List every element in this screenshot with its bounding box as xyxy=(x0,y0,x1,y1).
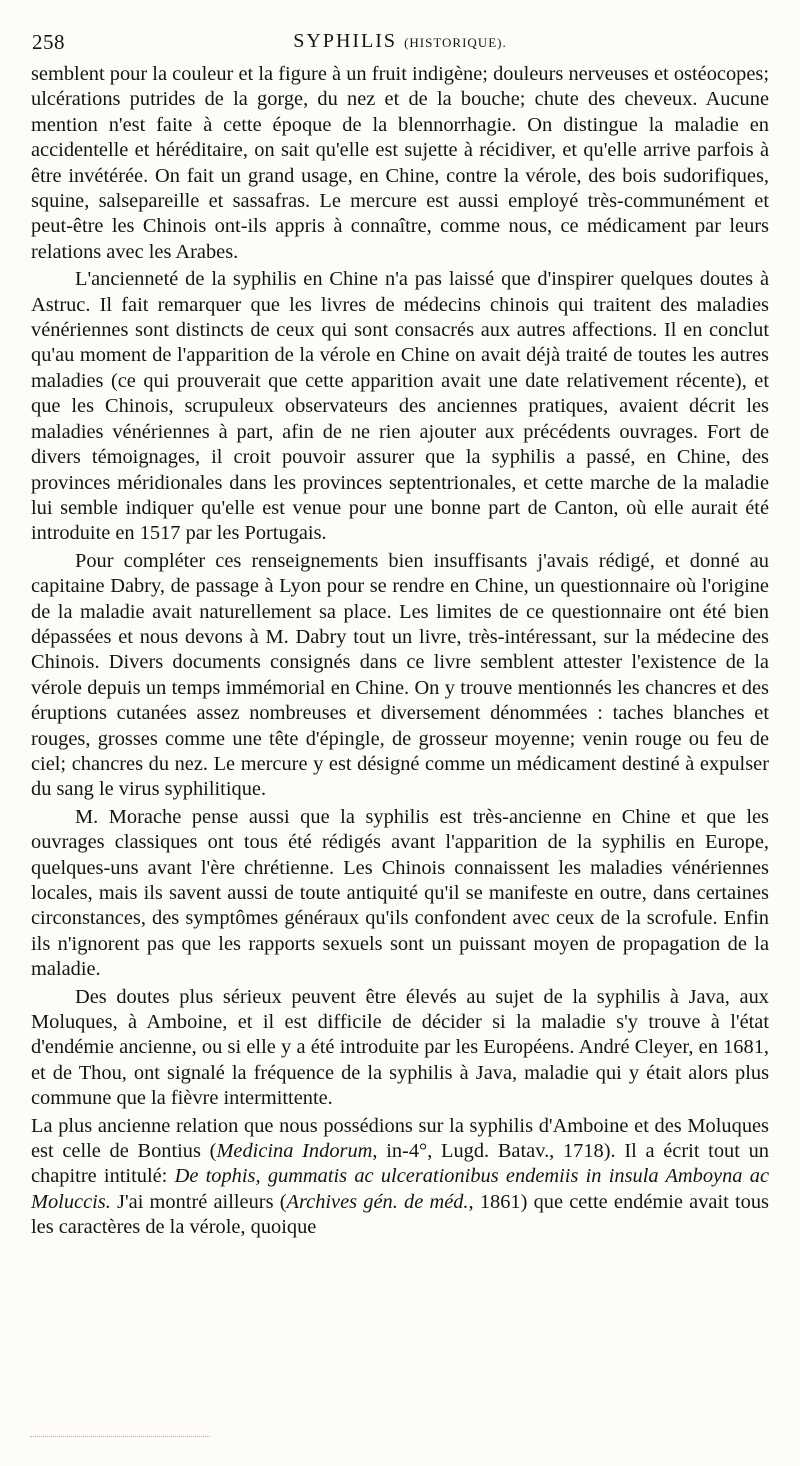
running-title-main: SYPHILIS xyxy=(293,30,398,52)
paragraph-4: M. Morache pense aussi que la syphilis est très-ancienne en Chine et que les ouvrages classiques ont tous été rédigés avant l'apparition de la syphilis en Europe, quelques-uns avant l'ère chrétienne. Les Chinois connaissent les maladies vénériennes locales, mais ils savent aussi de toute antiquité qu'il se manifeste en outre, dans certaines circonstances, des symptômes généraux qu'ils confondent avec ceux de la scrofule. Enfin ils n'ignorent pas que les rapports sexuels sont un puissant moyen de propagation de la maladie. xyxy=(31,805,769,981)
body-text xyxy=(31,62,769,1241)
paragraph-6-lead: La plus ancienne relation que nous possédions sur la syphilis d'Amboine et des Moluques est celle de Bontius ( xyxy=(31,1114,769,1163)
citation-title-archives: Archives gén. de méd. xyxy=(286,1190,469,1213)
page-number: 258 xyxy=(32,30,65,54)
paragraph-5: Des doutes plus sérieux peuvent être élevés au sujet de la syphilis à Java, aux Moluques, à Amboine, et il est difficile de décider si la maladie s'y trouve à l'état d'endémie ancienne, ou si elle y a été introduite par les Européens. André Cleyer, en 1681, et de Thou, ont signalé la fréquence de la syphilis à Java, maladie qui y était alors plus commune que la fièvre intermittente. xyxy=(31,985,769,1110)
chapter-title-de-tophis: De tophis, gummatis ac ulcerationibus endemiis in insula Amboyna ac Moluccis. xyxy=(31,1165,769,1213)
paragraph-3: Pour compléter ces renseignements bien insuffisants j'avais rédigé, et donné au capitaine Dabry, de passage à Lyon pour se rendre en Chine, un questionnaire où l'origine de la maladie avait naturellement sa place. Les limites de ce questionnaire ont été bien dépassées et nous devons à M. Dabry tout un livre, très-intéressant, sur la médecine des Chinois. Divers documents consignés dans ce livre semblent attester l'existence de la vérole depuis un temps immémorial en Chine. On y trouve mentionnés les chancres et des éruptions cutanées assez nombreuses et diversement dénommées : taches blanches et rouges, grosses comme une tête d'épingle, de grosseur moyenne; venin rouge ou feu de ciel; chancres du nez. Le mercure y est désigné comme un médicament destiné à expulser du sang le virus syphilitique. xyxy=(31,549,769,801)
page-header xyxy=(30,30,770,60)
paragraph-6-mid1: , in-4°, Lugd. Batav., 1718). Il a écrit tout un chapitre intitulé: xyxy=(31,1140,769,1188)
paragraph-2: L'ancienneté de la syphilis en Chine n'a pas laissé que d'inspirer quelques doutes à Astruc. Il fait remarquer que les livres de médecins chinois qui traitent des maladies vénériennes sont distincts de ceux qui sont consacrés aux autres affections. Il en conclut qu'au moment de l'apparition de la vérole en Chine on avait déjà traité de toutes les autres maladies (ce qui prouverait que cette apparition avait une date relativement récente), et que les Chinois, scrupuleux observateurs des anciennes pratiques, avaient décrit les maladies vénériennes à part, afin de ne rien ajouter aux précédents ouvrages. Fort de divers témoignages, il croit pouvoir assurer que la syphilis a passé, en Chine, des provinces méridionales dans les provinces septentrionales, et cette marche de la maladie lui semble indiquer qu'elle est venue pour une bonne part de Canton, où elle aurait été introduite en 1517 par les Portugais. xyxy=(31,268,769,545)
paragraph-6 xyxy=(31,1114,769,1241)
citation-title-medicina: Medicina Indorum xyxy=(216,1140,373,1163)
paragraph-6-mid2: J'ai montré ailleurs ( xyxy=(110,1190,287,1213)
paragraph-1: semblent pour la couleur et la figure à un fruit indigène; douleurs nerveuses et ostéocopes; ulcérations putrides de la gorge, du nez et de la bouche; chute des cheveux. Aucune mention n'est faite à cette époque de la blennorrhagie. On distingue la maladie en accidentelle et héréditaire, on sait qu'elle est sujette à récidiver, et qu'elle arrive parfois à être invétérée. On fait un grand usage, en Chine, contre la vérole, des bois sudorifiques, squine, salsepareille et sassafras. Le mercure est aussi employé très-communément et peut-être les Chinois ont-ils appris à connaître, comme nous, ce médicament par leurs relations avec les Arabes. xyxy=(31,63,769,263)
bottom-divider xyxy=(30,1436,210,1437)
running-title xyxy=(30,30,770,53)
running-title-sub: (HISTORIQUE). xyxy=(404,35,507,50)
paragraph-6-tail: , 1861) que cette endémie avait tous les caractères de la vérole, quoique xyxy=(31,1190,769,1239)
